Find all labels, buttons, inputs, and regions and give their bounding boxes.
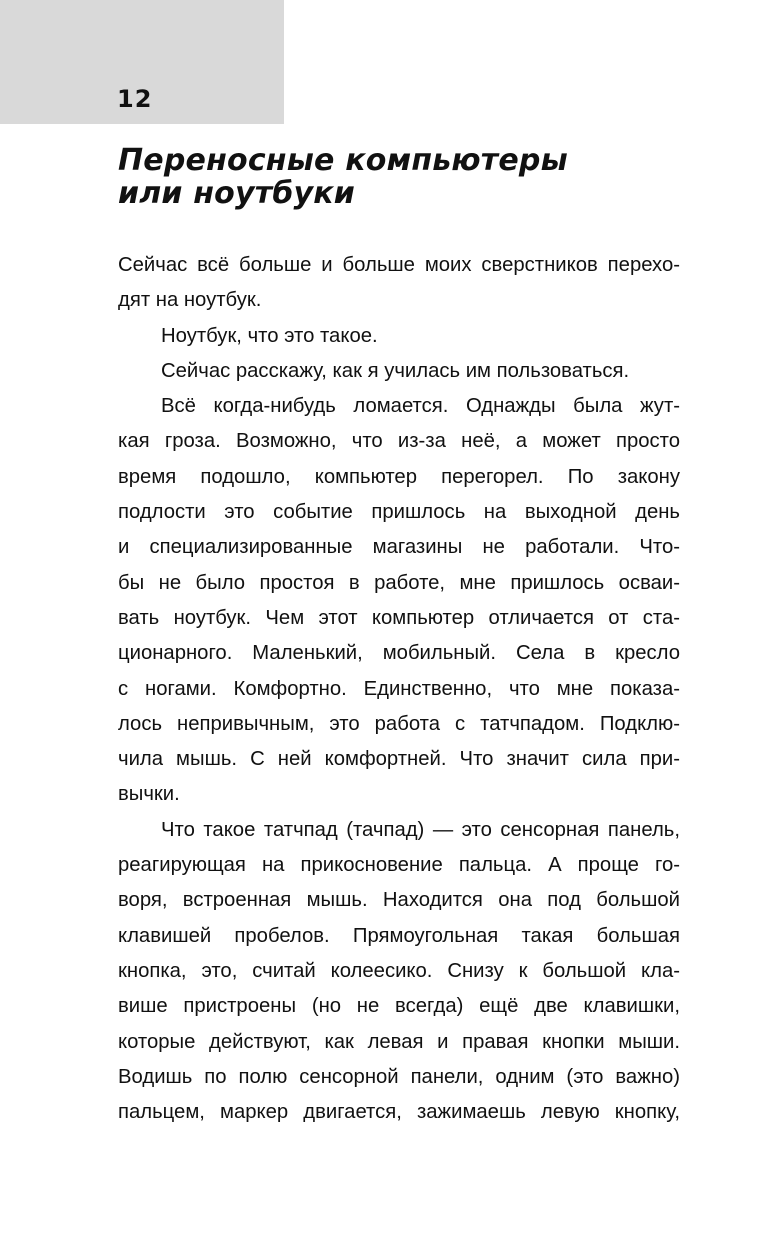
chapter-title-line: Переносные компьютеры [118, 143, 568, 178]
text-line: вычки. [118, 783, 180, 806]
text-line: реагирующая на прикосновение пальца. А проще го- [118, 854, 680, 877]
text-line: вать ноутбук. Чем этот компьютер отличается от ста- [118, 606, 680, 629]
text-line: кая гроза. Возможно, что из-за неё, а может просто [118, 430, 680, 453]
body-text [118, 248, 680, 1130]
text-line: лось непривычным, это работа с татчпадом. Подклю- [118, 712, 680, 735]
text-line: Сейчас всё больше и больше моих сверстников перехо- [118, 254, 680, 276]
text-line: с ногами. Комфортно. Единственно, что мне показа- [118, 677, 680, 700]
chapter-title [118, 144, 718, 210]
text-line: и специализированные магазины не работали. Что- [118, 536, 680, 559]
chapter-title-line: или ноутбуки [118, 176, 356, 211]
text-line: которые действуют, как левая и правая кнопки мыши. [118, 1030, 680, 1053]
text-line: клавишей пробелов. Прямоугольная такая большая [118, 924, 680, 947]
text-line: Сейчас расскажу, как я училась им пользоваться. [161, 359, 630, 382]
text-line: Ноутбук, что это такое. [161, 324, 378, 347]
text-line: воря, встроенная мышь. Находится она под большой [118, 889, 680, 912]
text-line: више пристроены (но не всегда) ещё две клавишки, [118, 995, 680, 1018]
page-number: 12 [117, 85, 153, 113]
text-line: дят на ноутбук. [118, 289, 262, 312]
text-line: чила мышь. С ней комфортней. Что значит сила при- [118, 748, 680, 771]
text-line: Что такое татчпад (тачпад) — это сенсорная панель, [161, 818, 680, 841]
text-line: бы не было простоя в работе, мне пришлось осваи- [118, 571, 680, 594]
text-line: пальцем, маркер двигается, зажимаешь левую кнопку, [118, 1101, 680, 1124]
text-line: подлости это событие пришлось на выходной день [118, 501, 680, 524]
text-line: ционарного. Маленький, мобильный. Села в кресло [118, 642, 680, 665]
text-line: Всё когда-нибудь ломается. Однажды была жут- [161, 395, 680, 418]
text-line: кнопка, это, считай колеесико. Снизу к большой кла- [118, 959, 680, 982]
page-number-box [0, 0, 284, 124]
text-line: время подошло, компьютер перегорел. По закону [118, 465, 680, 488]
text-line: Водишь по полю сенсорной панели, одним (это важно) [118, 1065, 680, 1088]
